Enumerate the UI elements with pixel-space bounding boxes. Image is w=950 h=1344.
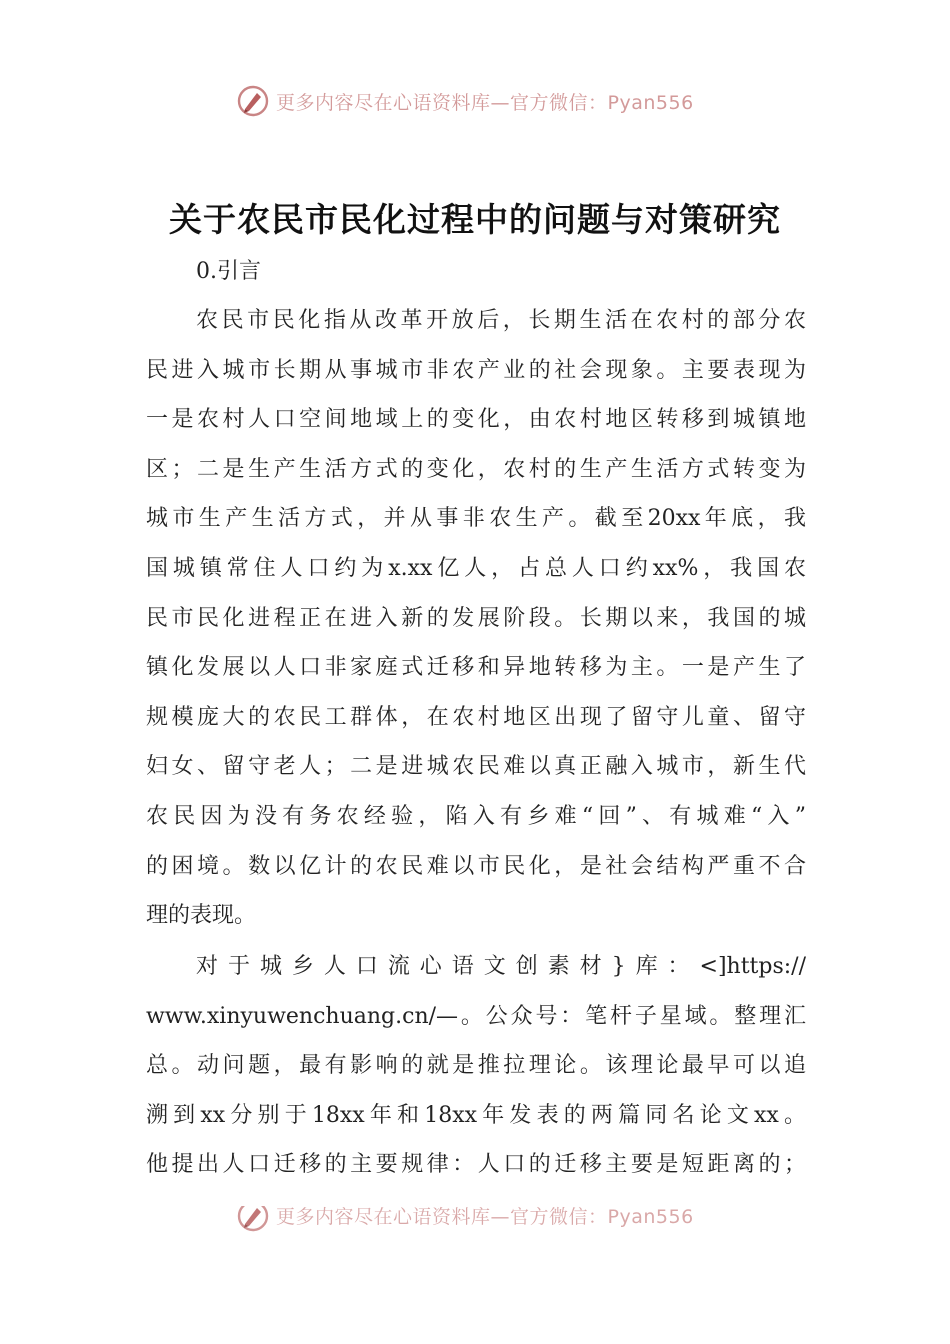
paragraph-line: 农民因为没有务农经验，陷入有乡难“回”、有城难“入” [146, 803, 806, 829]
paragraph-line: 对于城乡人口流心语文创素材}库：<]https:// [196, 954, 806, 979]
paragraph-line: 的困境。数以亿计的农民难以市民化，是社会结构严重不合 [146, 853, 806, 879]
header-watermark-text: 更多内容尽在心语资料库—官方微信：Pyan556 [276, 91, 694, 114]
paragraph-line: 妇女、留守老人；二是进城农民难以真正融入城市，新生代 [146, 754, 806, 780]
paragraph-line: 溯到xx分别于18xx年和18xx年发表的两篇同名论文xx。 [146, 1102, 806, 1128]
paragraph-push-pull [146, 942, 806, 1190]
document-title: 关于农民市民化过程中的问题与对策研究 [169, 200, 781, 239]
section-heading: 0.引言 [196, 259, 261, 284]
paragraph-line: 理的表现。 [146, 903, 257, 929]
paragraph-line: 规模庞大的农民工群体，在农村地区出现了留守儿童、留守 [146, 704, 806, 730]
pen-nib-circle-icon [236, 1206, 270, 1233]
header-watermark [236, 84, 694, 118]
paragraph-line: 总。动问题，最有影响的就是推拉理论。该理论最早可以追 [146, 1053, 806, 1079]
paragraph-line: 区；二是生产生活方式的变化，农村的生产生活方式转变为 [146, 456, 806, 482]
footer-watermark-text: 更多内容尽在心语资料库—官方微信：Pyan556 [276, 1206, 694, 1228]
paragraph-line: 镇化发展以人口非家庭式迁移和异地转移为主。一是产生了 [146, 655, 806, 681]
paragraph-line: 农民市民化指从改革开放后，长期生活在农村的部分农 [196, 308, 806, 333]
pen-nib-circle-icon [236, 84, 270, 118]
paragraph-line: 一是农村人口空间地域上的变化，由农村地区转移到城镇地 [146, 407, 806, 433]
paragraph-intro [146, 296, 806, 941]
paragraph-line: 民进入城市长期从事城市非农产业的社会现象。主要表现为 [146, 357, 806, 383]
paragraph-line: 他提出人口迁移的主要规律：人口的迁移主要是短距离的； [146, 1152, 806, 1178]
paragraph-line: 城市生产生活方式，并从事非农生产。截至20xx年底，我 [146, 506, 806, 532]
paragraph-line: 民市民化进程正在进入新的发展阶段。长期以来，我国的城 [146, 605, 806, 631]
footer-watermark [236, 1206, 694, 1234]
paragraph-line: www.xinyuwenchuang.cn/—。公众号：笔杆子星域。整理汇 [146, 1003, 806, 1029]
paragraph-line: 国城镇常住人口约为x.xx亿人，占总人口约xx%，我国农 [146, 555, 806, 581]
